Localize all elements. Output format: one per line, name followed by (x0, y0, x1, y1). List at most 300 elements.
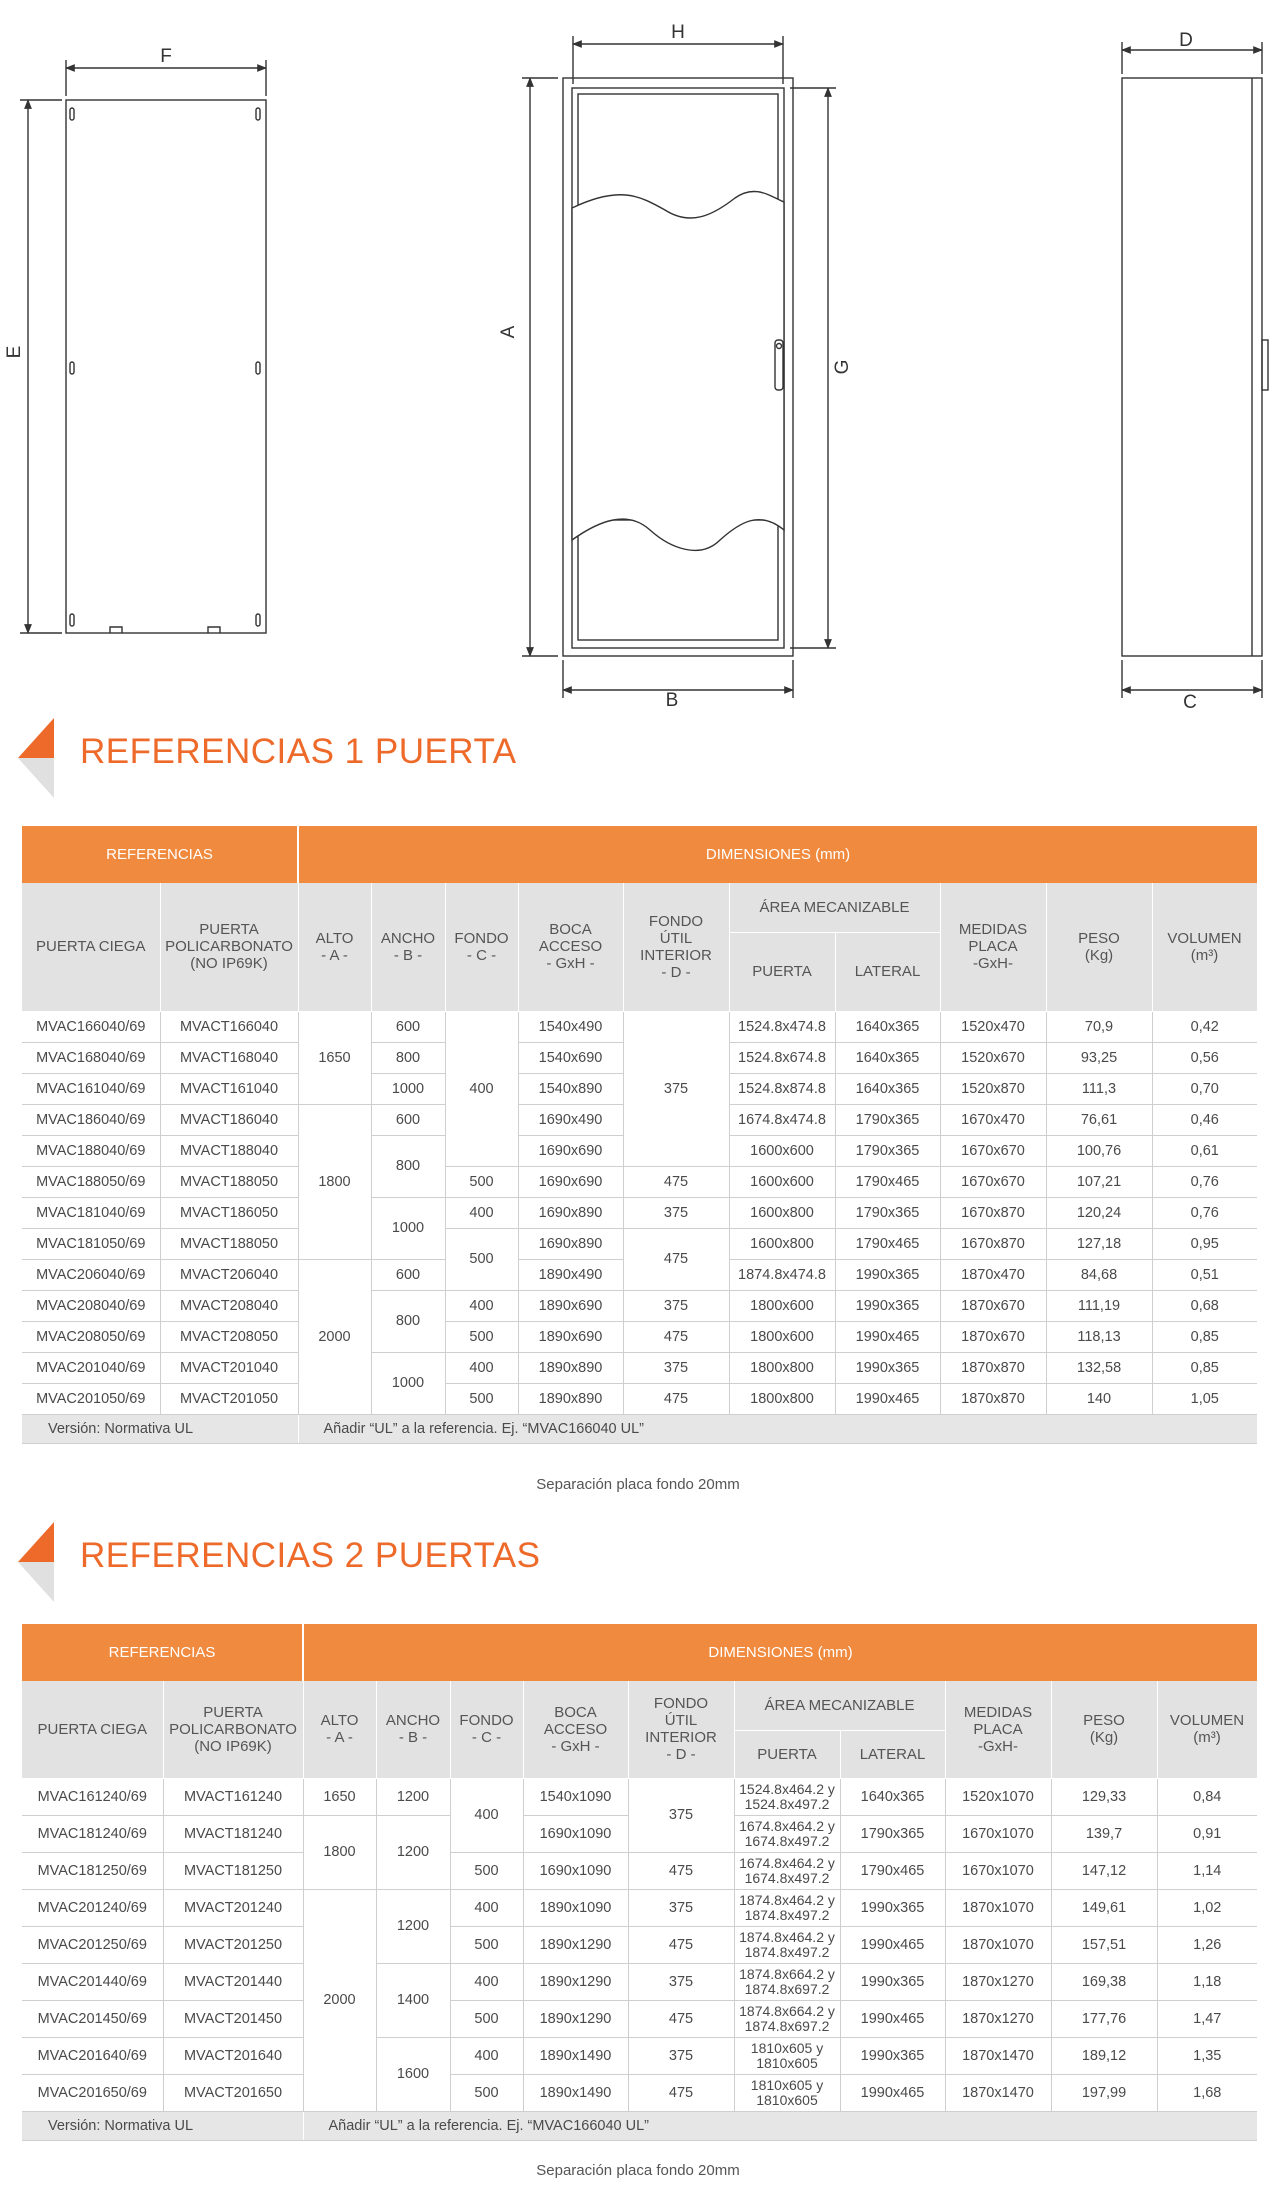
cell-medidas-placa: 1670x670 (940, 1135, 1046, 1166)
cell-ancho: 1000 (371, 1073, 445, 1104)
header-area-mecanizable: ÁREA MECANIZABLE (734, 1681, 945, 1730)
cell-ancho: 1200 (376, 1815, 450, 1889)
table-footer-row (22, 1414, 1257, 1443)
cell-fondo-util: 475 (628, 2000, 734, 2037)
cell-boca-acceso: 1690x490 (518, 1104, 623, 1135)
cell-alto: 2000 (303, 1889, 376, 2111)
header-area-puerta: PUERTA (734, 1730, 840, 1778)
cell-ancho: 1600 (376, 2037, 450, 2111)
header-puerta-policarbonato: PUERTA POLICARBONATO (NO IP69K) (163, 1681, 303, 1778)
cell-fondo: 500 (450, 2074, 523, 2111)
cell-fondo: 500 (450, 2000, 523, 2037)
header-referencias: REFERENCIAS (22, 826, 298, 883)
table-row (22, 1011, 1257, 1042)
cell-fondo-util: 375 (628, 1889, 734, 1926)
technical-drawings (0, 0, 1276, 710)
cell-fondo: 500 (450, 1852, 523, 1889)
cell-ancho: 600 (371, 1259, 445, 1290)
cell-puerta-policarbonato: MVACT208050 (160, 1321, 298, 1352)
header-volumen: VOLUMEN (m³) (1152, 883, 1257, 1011)
cell-fondo: 400 (445, 1290, 518, 1321)
cell-volumen: 0,70 (1152, 1073, 1257, 1104)
dim-label-c: C (1183, 692, 1197, 710)
cell-medidas-placa: 1670x1070 (945, 1852, 1051, 1889)
cell-medidas-placa: 1670x1070 (945, 1815, 1051, 1852)
cell-volumen: 1,18 (1157, 1963, 1257, 2000)
cell-area-puerta: 1524.8x464.2 y 1524.8x497.2 (734, 1778, 840, 1815)
cell-area-puerta: 1674.8x474.8 (729, 1104, 835, 1135)
table-row (22, 1166, 1257, 1197)
cell-ancho: 800 (371, 1042, 445, 1073)
cell-puerta-policarbonato: MVACT188040 (160, 1135, 298, 1166)
cell-area-lateral: 1990x365 (840, 2037, 945, 2074)
cell-fondo: 500 (445, 1321, 518, 1352)
cell-ancho: 1000 (371, 1352, 445, 1414)
header-area-lateral: LATERAL (835, 932, 940, 1011)
cell-volumen: 1,68 (1157, 2074, 1257, 2111)
table-row (22, 1290, 1257, 1321)
cell-puerta-ciega: MVAC208040/69 (22, 1290, 160, 1321)
cell-boca-acceso: 1890x690 (518, 1290, 623, 1321)
cell-fondo: 500 (445, 1228, 518, 1290)
cell-puerta-policarbonato: MVACT201650 (163, 2074, 303, 2111)
cell-fondo-util: 375 (623, 1011, 729, 1166)
header-fondo-util: FONDO ÚTIL INTERIOR - D - (623, 883, 729, 1011)
cell-fondo: 400 (445, 1197, 518, 1228)
cell-alto: 2000 (298, 1259, 371, 1414)
cell-area-puerta: 1600x600 (729, 1166, 835, 1197)
cell-medidas-placa: 1670x670 (940, 1166, 1046, 1197)
cell-area-lateral: 1790x465 (835, 1166, 940, 1197)
section-2-title: REFERENCIAS 2 PUERTAS (80, 1536, 541, 1575)
dim-label-b: B (665, 690, 679, 710)
cell-area-lateral: 1790x365 (835, 1135, 940, 1166)
table-row (22, 1321, 1257, 1352)
cell-area-puerta: 1800x800 (729, 1383, 835, 1414)
cell-fondo: 400 (450, 1778, 523, 1852)
cell-peso: 169,38 (1051, 1963, 1157, 2000)
cell-area-lateral: 1790x465 (840, 1852, 945, 1889)
table-row (22, 1228, 1257, 1259)
cell-volumen: 1,35 (1157, 2037, 1257, 2074)
cell-boca-acceso: 1540x1090 (523, 1778, 628, 1815)
header-medidas-placa: MEDIDAS PLACA -GxH- (940, 883, 1046, 1011)
cell-area-puerta: 1874.8x464.2 y 1874.8x497.2 (734, 1926, 840, 1963)
cell-ancho: 600 (371, 1104, 445, 1135)
cell-puerta-policarbonato: MVACT201050 (160, 1383, 298, 1414)
cell-fondo-util: 475 (628, 1926, 734, 1963)
orange-triangle-icon (18, 1522, 54, 1602)
cell-area-puerta: 1800x600 (729, 1321, 835, 1352)
cell-peso: 100,76 (1046, 1135, 1152, 1166)
cell-peso: 111,3 (1046, 1073, 1152, 1104)
cell-medidas-placa: 1870x870 (940, 1383, 1046, 1414)
cell-puerta-ciega: MVAC181040/69 (22, 1197, 160, 1228)
cell-volumen: 0,68 (1152, 1290, 1257, 1321)
cell-area-lateral: 1790x365 (835, 1104, 940, 1135)
cell-ancho: 600 (371, 1011, 445, 1042)
cell-fondo-util: 375 (623, 1290, 729, 1321)
cell-volumen: 0,76 (1152, 1166, 1257, 1197)
cell-puerta-ciega: MVAC201640/69 (22, 2037, 163, 2074)
cell-area-puerta: 1800x800 (729, 1352, 835, 1383)
cell-area-puerta: 1600x600 (729, 1135, 835, 1166)
cell-boca-acceso: 1890x1490 (523, 2037, 628, 2074)
orange-triangle-icon (18, 718, 54, 798)
cell-medidas-placa: 1670x870 (940, 1228, 1046, 1259)
cell-area-puerta: 1674.8x464.2 y 1674.8x497.2 (734, 1852, 840, 1889)
cell-puerta-policarbonato: MVACT181250 (163, 1852, 303, 1889)
table-1-body (22, 1011, 1257, 1443)
cell-fondo-util: 375 (628, 2037, 734, 2074)
header-boca-acceso: BOCA ACCESO - GxH - (518, 883, 623, 1011)
cell-medidas-placa: 1520x1070 (945, 1778, 1051, 1815)
cell-fondo: 500 (445, 1166, 518, 1197)
table-2-body (22, 1778, 1257, 2140)
cell-medidas-placa: 1670x870 (940, 1197, 1046, 1228)
cell-puerta-ciega: MVAC188040/69 (22, 1135, 160, 1166)
cell-volumen: 0,76 (1152, 1197, 1257, 1228)
cell-area-puerta: 1600x800 (729, 1228, 835, 1259)
cell-boca-acceso: 1540x690 (518, 1042, 623, 1073)
table-row (22, 1963, 1257, 2000)
cell-puerta-ciega: MVAC201250/69 (22, 1926, 163, 1963)
cell-area-lateral: 1640x365 (835, 1073, 940, 1104)
cell-boca-acceso: 1690x690 (518, 1135, 623, 1166)
cell-area-lateral: 1990x465 (840, 2000, 945, 2037)
cell-puerta-ciega: MVAC168040/69 (22, 1042, 160, 1073)
header-fondo-util: FONDO ÚTIL INTERIOR - D - (628, 1681, 734, 1778)
cell-area-puerta: 1524.8x474.8 (729, 1011, 835, 1042)
cell-fondo: 400 (445, 1011, 518, 1166)
header-volumen: VOLUMEN (m³) (1157, 1681, 1257, 1778)
cell-peso: 111,19 (1046, 1290, 1152, 1321)
header-puerta-ciega: PUERTA CIEGA (22, 1681, 163, 1778)
header-puerta-ciega: PUERTA CIEGA (22, 883, 160, 1011)
cell-area-lateral: 1990x465 (835, 1321, 940, 1352)
cell-puerta-policarbonato: MVACT186040 (160, 1104, 298, 1135)
cell-puerta-ciega: MVAC181240/69 (22, 1815, 163, 1852)
cell-area-lateral: 1640x365 (835, 1042, 940, 1073)
header-alto: ALTO - A - (303, 1681, 376, 1778)
cell-puerta-ciega: MVAC201450/69 (22, 2000, 163, 2037)
cell-puerta-ciega: MVAC208050/69 (22, 1321, 160, 1352)
cell-peso: 127,18 (1046, 1228, 1152, 1259)
cell-volumen: 0,46 (1152, 1104, 1257, 1135)
cell-volumen: 0,95 (1152, 1228, 1257, 1259)
cell-boca-acceso: 1890x1290 (523, 1926, 628, 1963)
cell-medidas-placa: 1670x470 (940, 1104, 1046, 1135)
cell-volumen: 0,85 (1152, 1321, 1257, 1352)
cell-puerta-ciega: MVAC201240/69 (22, 1889, 163, 1926)
header-area-puerta: PUERTA (729, 932, 835, 1011)
table-row (22, 2000, 1257, 2037)
cell-volumen: 0,91 (1157, 1815, 1257, 1852)
header-fondo: FONDO - C - (445, 883, 518, 1011)
cell-peso: 139,7 (1051, 1815, 1157, 1852)
cell-peso: 120,24 (1046, 1197, 1152, 1228)
cell-boca-acceso: 1690x890 (518, 1228, 623, 1259)
table-row (22, 1383, 1257, 1414)
table-row (22, 2037, 1257, 2074)
cell-puerta-policarbonato: MVACT208040 (160, 1290, 298, 1321)
cell-fondo: 400 (450, 2037, 523, 2074)
cell-puerta-ciega: MVAC201650/69 (22, 2074, 163, 2111)
cell-area-lateral: 1990x365 (835, 1259, 940, 1290)
cell-area-puerta: 1810x605 y 1810x605 (734, 2037, 840, 2074)
cell-boca-acceso: 1890x690 (518, 1321, 623, 1352)
cell-puerta-ciega: MVAC201050/69 (22, 1383, 160, 1414)
cell-ancho: 800 (371, 1135, 445, 1197)
header-alto: ALTO - A - (298, 883, 371, 1011)
cell-volumen: 1,47 (1157, 2000, 1257, 2037)
cell-boca-acceso: 1890x1290 (523, 1963, 628, 2000)
cell-fondo: 400 (450, 1963, 523, 2000)
cell-puerta-policarbonato: MVACT188050 (160, 1166, 298, 1197)
cell-medidas-placa: 1870x1070 (945, 1889, 1051, 1926)
header-ancho: ANCHO - B - (371, 883, 445, 1011)
header-dimensiones: DIMENSIONES (mm) (303, 1624, 1257, 1681)
dim-label-h: H (671, 22, 685, 43)
table-1-puerta (22, 826, 1258, 1444)
cell-area-lateral: 1640x365 (840, 1778, 945, 1815)
cell-alto: 1800 (303, 1815, 376, 1889)
header-area-mecanizable: ÁREA MECANIZABLE (729, 883, 940, 932)
cell-volumen: 1,05 (1152, 1383, 1257, 1414)
table-row (22, 1926, 1257, 1963)
table-row (22, 1778, 1257, 1815)
cell-puerta-ciega: MVAC161240/69 (22, 1778, 163, 1815)
cell-puerta-ciega: MVAC206040/69 (22, 1259, 160, 1290)
cell-area-lateral: 1990x365 (835, 1290, 940, 1321)
header-medidas-placa: MEDIDAS PLACA -GxH- (945, 1681, 1051, 1778)
cell-fondo-util: 475 (623, 1383, 729, 1414)
cell-area-lateral: 1790x365 (840, 1815, 945, 1852)
header-puerta-policarbonato: PUERTA POLICARBONATO (NO IP69K) (160, 883, 298, 1011)
section-1-heading (0, 718, 1276, 808)
cell-boca-acceso: 1890x1290 (523, 2000, 628, 2037)
cell-area-lateral: 1990x465 (840, 1926, 945, 1963)
cell-boca-acceso: 1540x490 (518, 1011, 623, 1042)
cell-ancho: 1200 (376, 1889, 450, 1963)
cell-fondo-util: 475 (623, 1321, 729, 1352)
cell-volumen: 0,56 (1152, 1042, 1257, 1073)
cell-medidas-placa: 1520x670 (940, 1042, 1046, 1073)
cell-area-lateral: 1640x365 (835, 1011, 940, 1042)
cell-peso: 118,13 (1046, 1321, 1152, 1352)
cell-peso: 140 (1046, 1383, 1152, 1414)
cell-area-puerta: 1810x605 y 1810x605 (734, 2074, 840, 2111)
cell-area-puerta: 1524.8x674.8 (729, 1042, 835, 1073)
cell-volumen: 0,42 (1152, 1011, 1257, 1042)
cell-puerta-policarbonato: MVACT186050 (160, 1197, 298, 1228)
table-2-puertas (22, 1624, 1258, 2141)
cell-ancho: 1200 (376, 1778, 450, 1815)
cell-area-puerta: 1874.8x464.2 y 1874.8x497.2 (734, 1889, 840, 1926)
cell-boca-acceso: 1890x1090 (523, 1889, 628, 1926)
cell-puerta-policarbonato: MVACT201450 (163, 2000, 303, 2037)
header-peso: PESO (Kg) (1046, 883, 1152, 1011)
cell-ancho: 1400 (376, 1963, 450, 2037)
footer-ul-instruction: Añadir “UL” a la referencia. Ej. “MVAC166040 UL” (298, 1414, 1257, 1443)
cell-peso: 107,21 (1046, 1166, 1152, 1197)
cell-ancho: 800 (371, 1290, 445, 1352)
cell-puerta-ciega: MVAC201040/69 (22, 1352, 160, 1383)
cell-puerta-policarbonato: MVACT161240 (163, 1778, 303, 1815)
cell-fondo: 400 (445, 1352, 518, 1383)
header-referencias: REFERENCIAS (22, 1624, 303, 1681)
cell-medidas-placa: 1870x1270 (945, 2000, 1051, 2037)
cell-puerta-policarbonato: MVACT201440 (163, 1963, 303, 2000)
cell-area-puerta: 1874.8x664.2 y 1874.8x697.2 (734, 1963, 840, 2000)
table-row (22, 1352, 1257, 1383)
footer-version-label: Versión: Normativa UL (22, 1414, 298, 1443)
cell-puerta-ciega: MVAC186040/69 (22, 1104, 160, 1135)
cell-peso: 189,12 (1051, 2037, 1157, 2074)
table-footer-row (22, 2111, 1257, 2140)
cell-puerta-ciega: MVAC181250/69 (22, 1852, 163, 1889)
cell-area-lateral: 1990x465 (840, 2074, 945, 2111)
table-row (22, 1197, 1257, 1228)
cell-medidas-placa: 1870x470 (940, 1259, 1046, 1290)
cell-fondo-util: 475 (628, 1852, 734, 1889)
dim-label-a: A (498, 325, 519, 339)
cell-fondo-util: 475 (623, 1166, 729, 1197)
cell-area-puerta: 1874.8x474.8 (729, 1259, 835, 1290)
cell-puerta-policarbonato: MVACT166040 (160, 1011, 298, 1042)
cell-boca-acceso: 1690x690 (518, 1166, 623, 1197)
section-2-heading (0, 1522, 1276, 1612)
footer-ul-instruction: Añadir “UL” a la referencia. Ej. “MVAC166040 UL” (303, 2111, 1257, 2140)
cell-fondo-util: 375 (628, 1963, 734, 2000)
section-2-note: Separación placa fondo 20mm (536, 2162, 740, 2179)
cell-puerta-ciega: MVAC161040/69 (22, 1073, 160, 1104)
cell-boca-acceso: 1540x890 (518, 1073, 623, 1104)
cell-boca-acceso: 1690x1090 (523, 1815, 628, 1852)
cell-peso: 84,68 (1046, 1259, 1152, 1290)
cell-boca-acceso: 1890x890 (518, 1352, 623, 1383)
table-row (22, 1852, 1257, 1889)
cell-peso: 70,9 (1046, 1011, 1152, 1042)
cell-peso: 76,61 (1046, 1104, 1152, 1135)
cell-fondo: 500 (445, 1383, 518, 1414)
cell-boca-acceso: 1690x1090 (523, 1852, 628, 1889)
cell-volumen: 0,85 (1152, 1352, 1257, 1383)
cell-medidas-placa: 1870x670 (940, 1321, 1046, 1352)
front-view-window-drawing (522, 36, 836, 698)
cell-alto: 1800 (298, 1104, 371, 1259)
cell-peso: 147,12 (1051, 1852, 1157, 1889)
cell-area-puerta: 1674.8x464.2 y 1674.8x497.2 (734, 1815, 840, 1852)
cell-puerta-policarbonato: MVACT188050 (160, 1228, 298, 1259)
cell-volumen: 1,26 (1157, 1926, 1257, 1963)
header-ancho: ANCHO - B - (376, 1681, 450, 1778)
cell-fondo-util: 375 (628, 1778, 734, 1852)
cell-peso: 177,76 (1051, 2000, 1157, 2037)
table-row (22, 1889, 1257, 1926)
cell-volumen: 0,84 (1157, 1778, 1257, 1815)
cell-medidas-placa: 1870x1470 (945, 2074, 1051, 2111)
cell-puerta-policarbonato: MVACT181240 (163, 1815, 303, 1852)
cell-area-lateral: 1990x465 (835, 1383, 940, 1414)
cell-peso: 93,25 (1046, 1042, 1152, 1073)
dim-label-g: G (832, 359, 853, 375)
section-1-title: REFERENCIAS 1 PUERTA (80, 732, 517, 771)
cell-puerta-ciega: MVAC181050/69 (22, 1228, 160, 1259)
cell-area-puerta: 1874.8x664.2 y 1874.8x697.2 (734, 2000, 840, 2037)
cell-fondo: 400 (450, 1889, 523, 1926)
cell-medidas-placa: 1870x870 (940, 1352, 1046, 1383)
cell-peso: 197,99 (1051, 2074, 1157, 2111)
cell-fondo-util: 375 (623, 1197, 729, 1228)
cell-volumen: 1,14 (1157, 1852, 1257, 1889)
cell-peso: 157,51 (1051, 1926, 1157, 1963)
cell-puerta-policarbonato: MVACT201040 (160, 1352, 298, 1383)
cell-boca-acceso: 1690x890 (518, 1197, 623, 1228)
header-area-lateral: LATERAL (840, 1730, 945, 1778)
cell-area-lateral: 1990x365 (840, 1889, 945, 1926)
dim-label-e: E (4, 345, 25, 359)
header-dimensiones: DIMENSIONES (mm) (298, 826, 1257, 883)
header-fondo: FONDO - C - (450, 1681, 523, 1778)
cell-medidas-placa: 1520x470 (940, 1011, 1046, 1042)
cell-puerta-policarbonato: MVACT206040 (160, 1259, 298, 1290)
footer-version-label: Versión: Normativa UL (22, 2111, 303, 2140)
cell-medidas-placa: 1870x670 (940, 1290, 1046, 1321)
cell-volumen: 1,02 (1157, 1889, 1257, 1926)
cell-fondo-util: 475 (623, 1228, 729, 1290)
header-boca-acceso: BOCA ACCESO - GxH - (523, 1681, 628, 1778)
cell-medidas-placa: 1870x1070 (945, 1926, 1051, 1963)
table-row (22, 2074, 1257, 2111)
cell-area-puerta: 1524.8x874.8 (729, 1073, 835, 1104)
cell-area-lateral: 1790x465 (835, 1228, 940, 1259)
header-peso: PESO (Kg) (1051, 1681, 1157, 1778)
cell-peso: 129,33 (1051, 1778, 1157, 1815)
cell-boca-acceso: 1890x890 (518, 1383, 623, 1414)
cell-area-lateral: 1990x365 (835, 1352, 940, 1383)
cell-medidas-placa: 1870x1470 (945, 2037, 1051, 2074)
cell-area-puerta: 1600x800 (729, 1197, 835, 1228)
dim-label-f: F (160, 46, 172, 67)
cell-volumen: 0,61 (1152, 1135, 1257, 1166)
cell-puerta-policarbonato: MVACT161040 (160, 1073, 298, 1104)
cell-area-puerta: 1800x600 (729, 1290, 835, 1321)
cell-puerta-policarbonato: MVACT201250 (163, 1926, 303, 1963)
side-view-drawing (1122, 42, 1268, 698)
cell-area-lateral: 1990x365 (840, 1963, 945, 2000)
cell-fondo: 500 (450, 1926, 523, 1963)
cell-puerta-policarbonato: MVACT168040 (160, 1042, 298, 1073)
cell-boca-acceso: 1890x490 (518, 1259, 623, 1290)
cell-area-lateral: 1790x365 (835, 1197, 940, 1228)
front-view-blind-drawing (20, 60, 266, 633)
cell-peso: 132,58 (1046, 1352, 1152, 1383)
cell-alto: 1650 (298, 1011, 371, 1104)
dim-label-d: D (1179, 30, 1193, 51)
section-1-note: Separación placa fondo 20mm (536, 1476, 740, 1493)
cell-puerta-ciega: MVAC166040/69 (22, 1011, 160, 1042)
cell-medidas-placa: 1870x1270 (945, 1963, 1051, 2000)
cell-puerta-policarbonato: MVACT201240 (163, 1889, 303, 1926)
cell-fondo-util: 475 (628, 2074, 734, 2111)
cell-volumen: 0,51 (1152, 1259, 1257, 1290)
cell-ancho: 1000 (371, 1197, 445, 1259)
cell-puerta-policarbonato: MVACT201640 (163, 2037, 303, 2074)
cell-alto: 1650 (303, 1778, 376, 1815)
cell-puerta-ciega: MVAC188050/69 (22, 1166, 160, 1197)
cell-boca-acceso: 1890x1490 (523, 2074, 628, 2111)
